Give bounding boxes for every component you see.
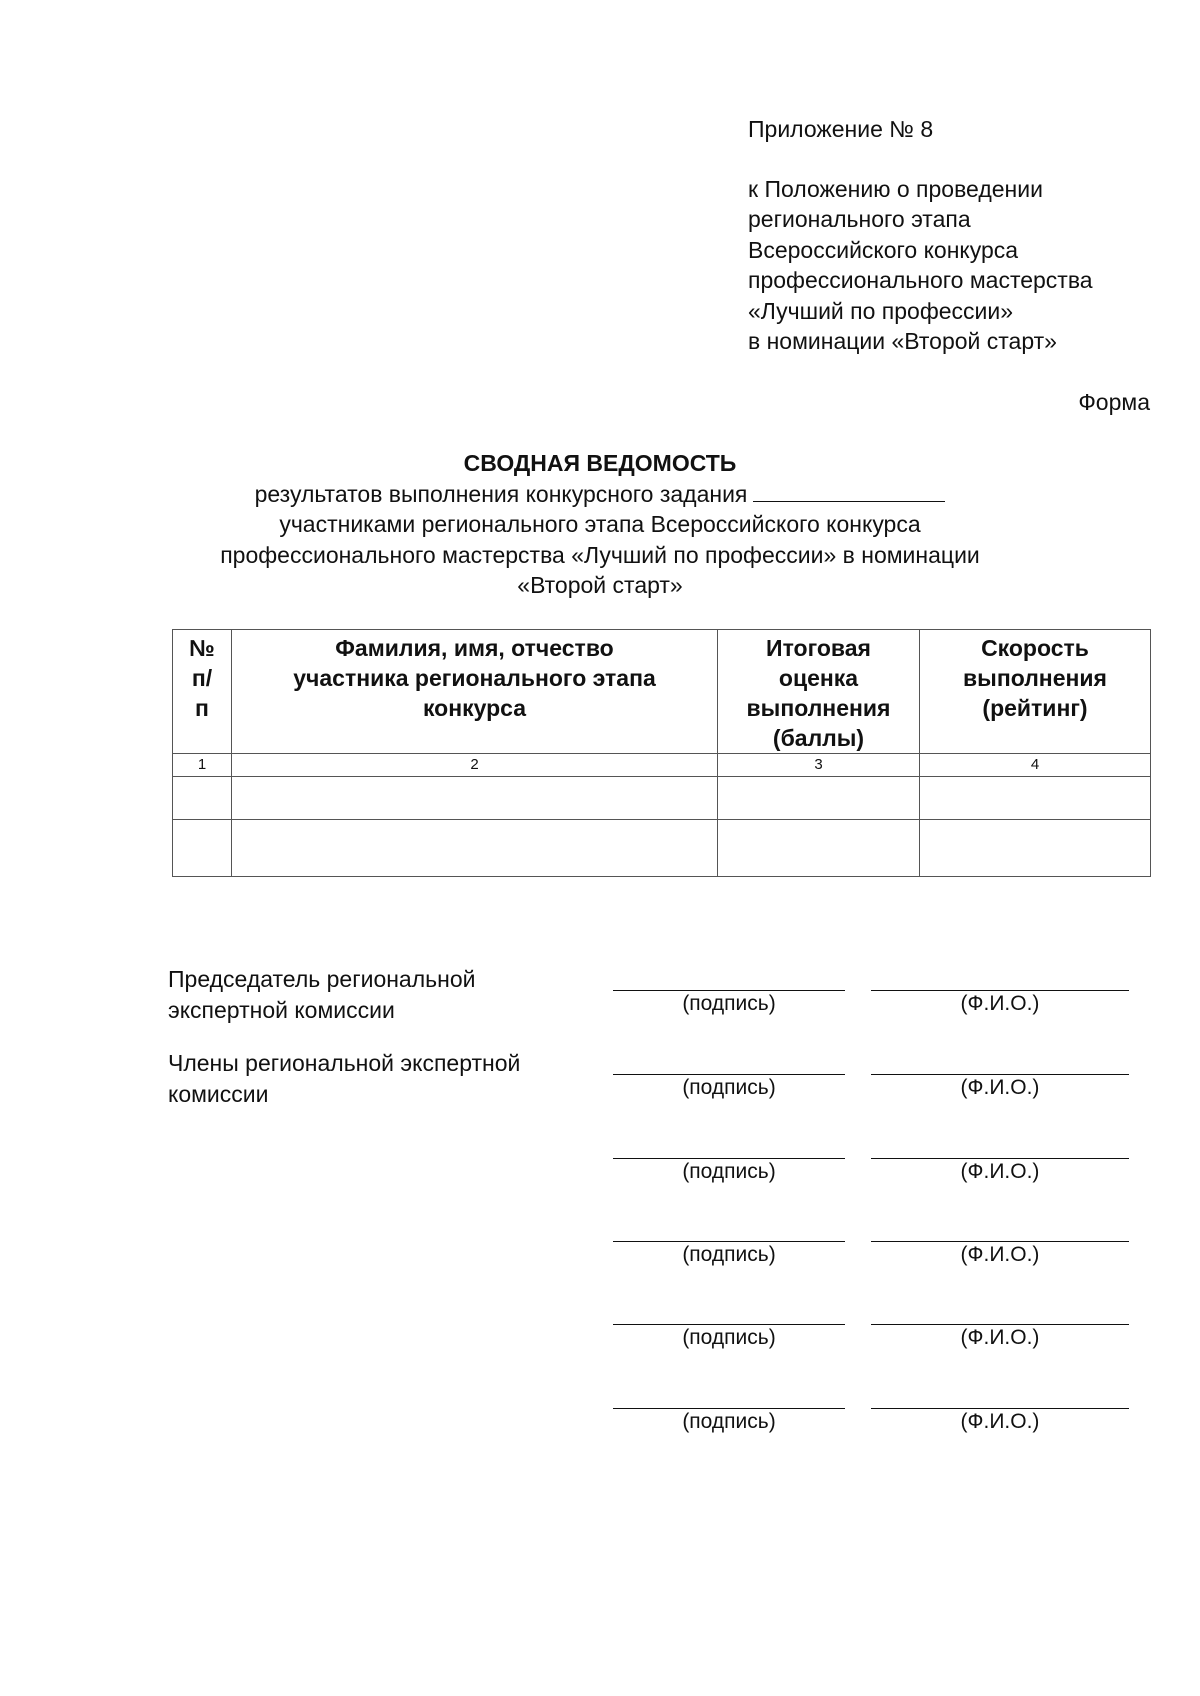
members-label-line: Члены региональной экспертной	[168, 1050, 521, 1076]
signature-caption: (подпись)	[682, 1160, 776, 1183]
table-header-row	[173, 630, 1151, 754]
document-title: СВОДНАЯ ВЕДОМОСТЬ	[463, 450, 737, 476]
header-speed-rating	[920, 630, 1151, 754]
document-title-block	[150, 448, 1050, 601]
title-line	[150, 479, 1050, 510]
header-line: Скорость	[981, 635, 1089, 661]
column-number: 4	[920, 754, 1151, 777]
header-line: (баллы)	[772, 725, 865, 751]
table-cell[interactable]	[173, 820, 232, 877]
table-cell[interactable]	[232, 820, 718, 877]
table-cell[interactable]	[718, 820, 920, 877]
signature-caption: (подпись)	[682, 1243, 776, 1266]
signature-line[interactable]	[613, 1241, 845, 1242]
column-number-row	[173, 754, 1151, 777]
header-line: оценка	[778, 665, 859, 691]
signature-line[interactable]	[613, 1408, 845, 1409]
signature-line[interactable]	[613, 1074, 845, 1075]
header-line: участника регионального этапа	[293, 665, 656, 691]
table-cell[interactable]	[920, 820, 1151, 877]
table-row	[173, 820, 1151, 877]
annex-number: Приложение № 8	[748, 116, 934, 142]
name-caption: (Ф.И.О.)	[960, 1410, 1040, 1433]
name-caption: (Ф.И.О.)	[960, 992, 1040, 1015]
header-line: п/	[191, 665, 213, 691]
annex-line: профессионального мастерства	[748, 267, 1093, 293]
header-line: Фамилия, имя, отчество	[335, 635, 614, 661]
header-line: п	[195, 695, 209, 721]
header-line: выполнения	[746, 695, 891, 721]
signature-caption: (подпись)	[682, 1326, 776, 1349]
column-number: 2	[232, 754, 718, 777]
annex-line: Всероссийского конкурса	[748, 236, 1019, 263]
name-line[interactable]	[871, 1158, 1129, 1159]
annex-line: регионального этапа	[748, 206, 971, 232]
title-line: «Второй старт»	[517, 572, 683, 598]
chairman-label-line: Председатель региональной	[168, 966, 476, 992]
name-line[interactable]	[871, 1408, 1129, 1409]
table-row	[173, 777, 1151, 820]
form-label: Форма	[1078, 389, 1150, 415]
results-table	[172, 629, 1151, 877]
signature-caption: (подпись)	[682, 1076, 776, 1099]
title-line: участниками регионального этапа Всероссийского конкурса	[279, 511, 921, 537]
name-caption: (Ф.И.О.)	[960, 1076, 1040, 1099]
name-caption: (Ф.И.О.)	[960, 1243, 1040, 1266]
header-final-score	[718, 630, 920, 754]
header-number	[173, 630, 232, 754]
task-name-blank	[753, 481, 945, 502]
name-caption: (Ф.И.О.)	[960, 1160, 1040, 1183]
table-cell[interactable]	[232, 777, 718, 820]
header-line: Итоговая	[766, 635, 871, 661]
header-line: выполнения	[963, 665, 1107, 691]
header-line: (рейтинг)	[982, 695, 1088, 721]
column-number: 1	[173, 754, 232, 777]
header-line: №	[189, 635, 215, 661]
title-line: профессионального мастерства «Лучший по профессии» в номинации	[220, 541, 980, 568]
table-cell[interactable]	[920, 777, 1151, 820]
chairman-label-line: экспертной комиссии	[168, 997, 395, 1023]
annex-line: в номинации «Второй старт»	[748, 328, 1057, 354]
annex-line: «Лучший по профессии»	[748, 297, 1014, 324]
members-label-line: комиссии	[168, 1081, 269, 1107]
table-cell[interactable]	[173, 777, 232, 820]
column-number: 3	[718, 754, 920, 777]
signature-line[interactable]	[613, 990, 845, 991]
header-full-name	[232, 630, 718, 754]
signature-line[interactable]	[613, 1158, 845, 1159]
annex-block	[748, 114, 1168, 357]
signature-caption: (подпись)	[682, 992, 776, 1015]
signature-line[interactable]	[613, 1324, 845, 1325]
title-line-text: результатов выполнения конкурсного задания	[254, 480, 748, 507]
signature-caption: (подпись)	[682, 1410, 776, 1433]
table-cell[interactable]	[718, 777, 920, 820]
name-line[interactable]	[871, 1324, 1129, 1325]
name-caption: (Ф.И.О.)	[960, 1326, 1040, 1349]
name-line[interactable]	[871, 1074, 1129, 1075]
name-line[interactable]	[871, 1241, 1129, 1242]
annex-line: к Положению о проведении	[748, 175, 1043, 202]
name-line[interactable]	[871, 990, 1129, 991]
members-label	[168, 1048, 520, 1110]
chairman-label	[168, 964, 475, 1026]
header-line: конкурса	[422, 695, 527, 721]
